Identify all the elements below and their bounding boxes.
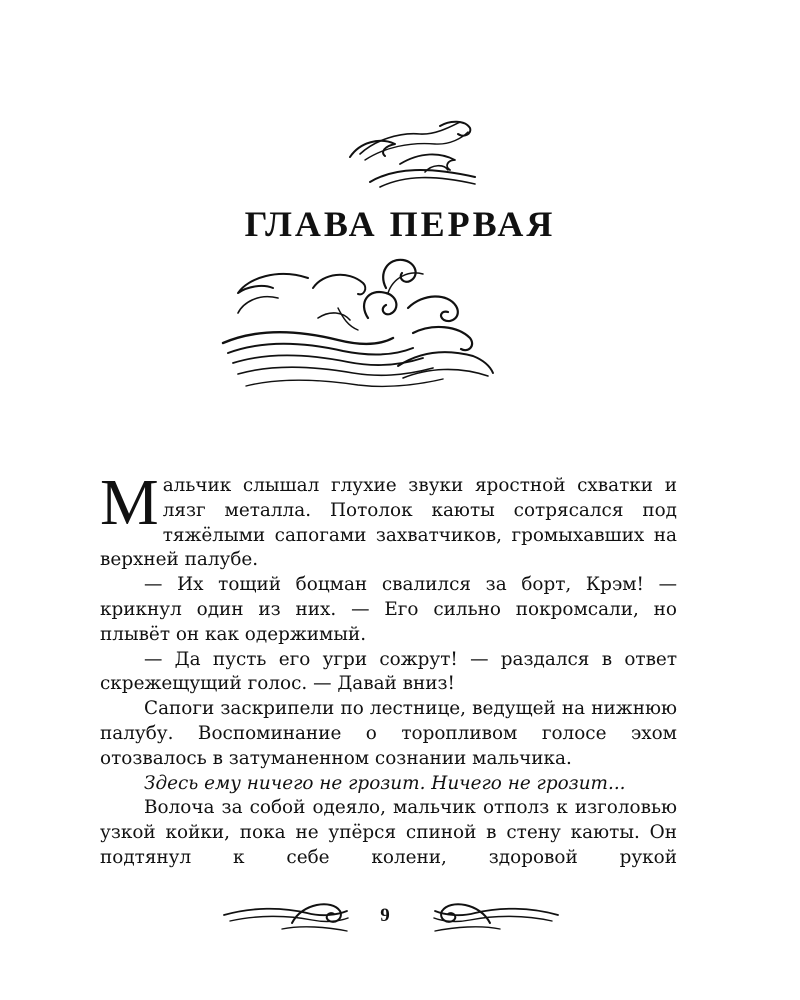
paragraph-4: Сапоги заскрипели по лестнице, ведущей на нижнюю палубу. Воспоминание о торопливом голосе эхом отозвалось в затуманенном сознании мальчика.	[100, 698, 677, 769]
page-number: 9	[380, 905, 390, 926]
drop-cap-letter: М	[100, 466, 159, 539]
paragraph-2: — Их тощий боцман свалился за борт, Крэм! — крикнул один из них. — Его сильно покромсали, но плывёт он как одержимый.	[100, 574, 677, 645]
paragraph-3: — Да пусть его угри сожрут! — раздался в ответ скрежещущий голос. — Давай вниз!	[100, 648, 677, 695]
paragraph-1	[100, 466, 677, 573]
crashing-wave-ornament-icon	[218, 248, 498, 396]
page-footer	[0, 893, 800, 943]
chapter-body-text	[100, 466, 677, 871]
wave-ornament-icon	[340, 112, 480, 192]
paragraph-1-text: альчик слышал глухие звуки яростной схватки и лязг металла. Потолок каюты сотрясался под тяжёлыми сапогами захватчиков, громыхавших на верхней палубе.	[100, 475, 677, 571]
italic-thought: Здесь ему ничего не грозит. Ничего не грозит...	[144, 772, 626, 794]
wave-flourish-left-icon	[222, 893, 352, 939]
wave-flourish-right-icon	[430, 893, 560, 939]
paragraph-5	[100, 772, 677, 797]
chapter-title: ГЛАВА ПЕРВАЯ	[244, 204, 556, 244]
paragraph-6: Волоча за собой одеяло, мальчик отполз к изголовью узкой койки, пока не упёрся спиной в стену каюты. Он подтянул к себе колени, здоровой рукой	[100, 797, 677, 868]
